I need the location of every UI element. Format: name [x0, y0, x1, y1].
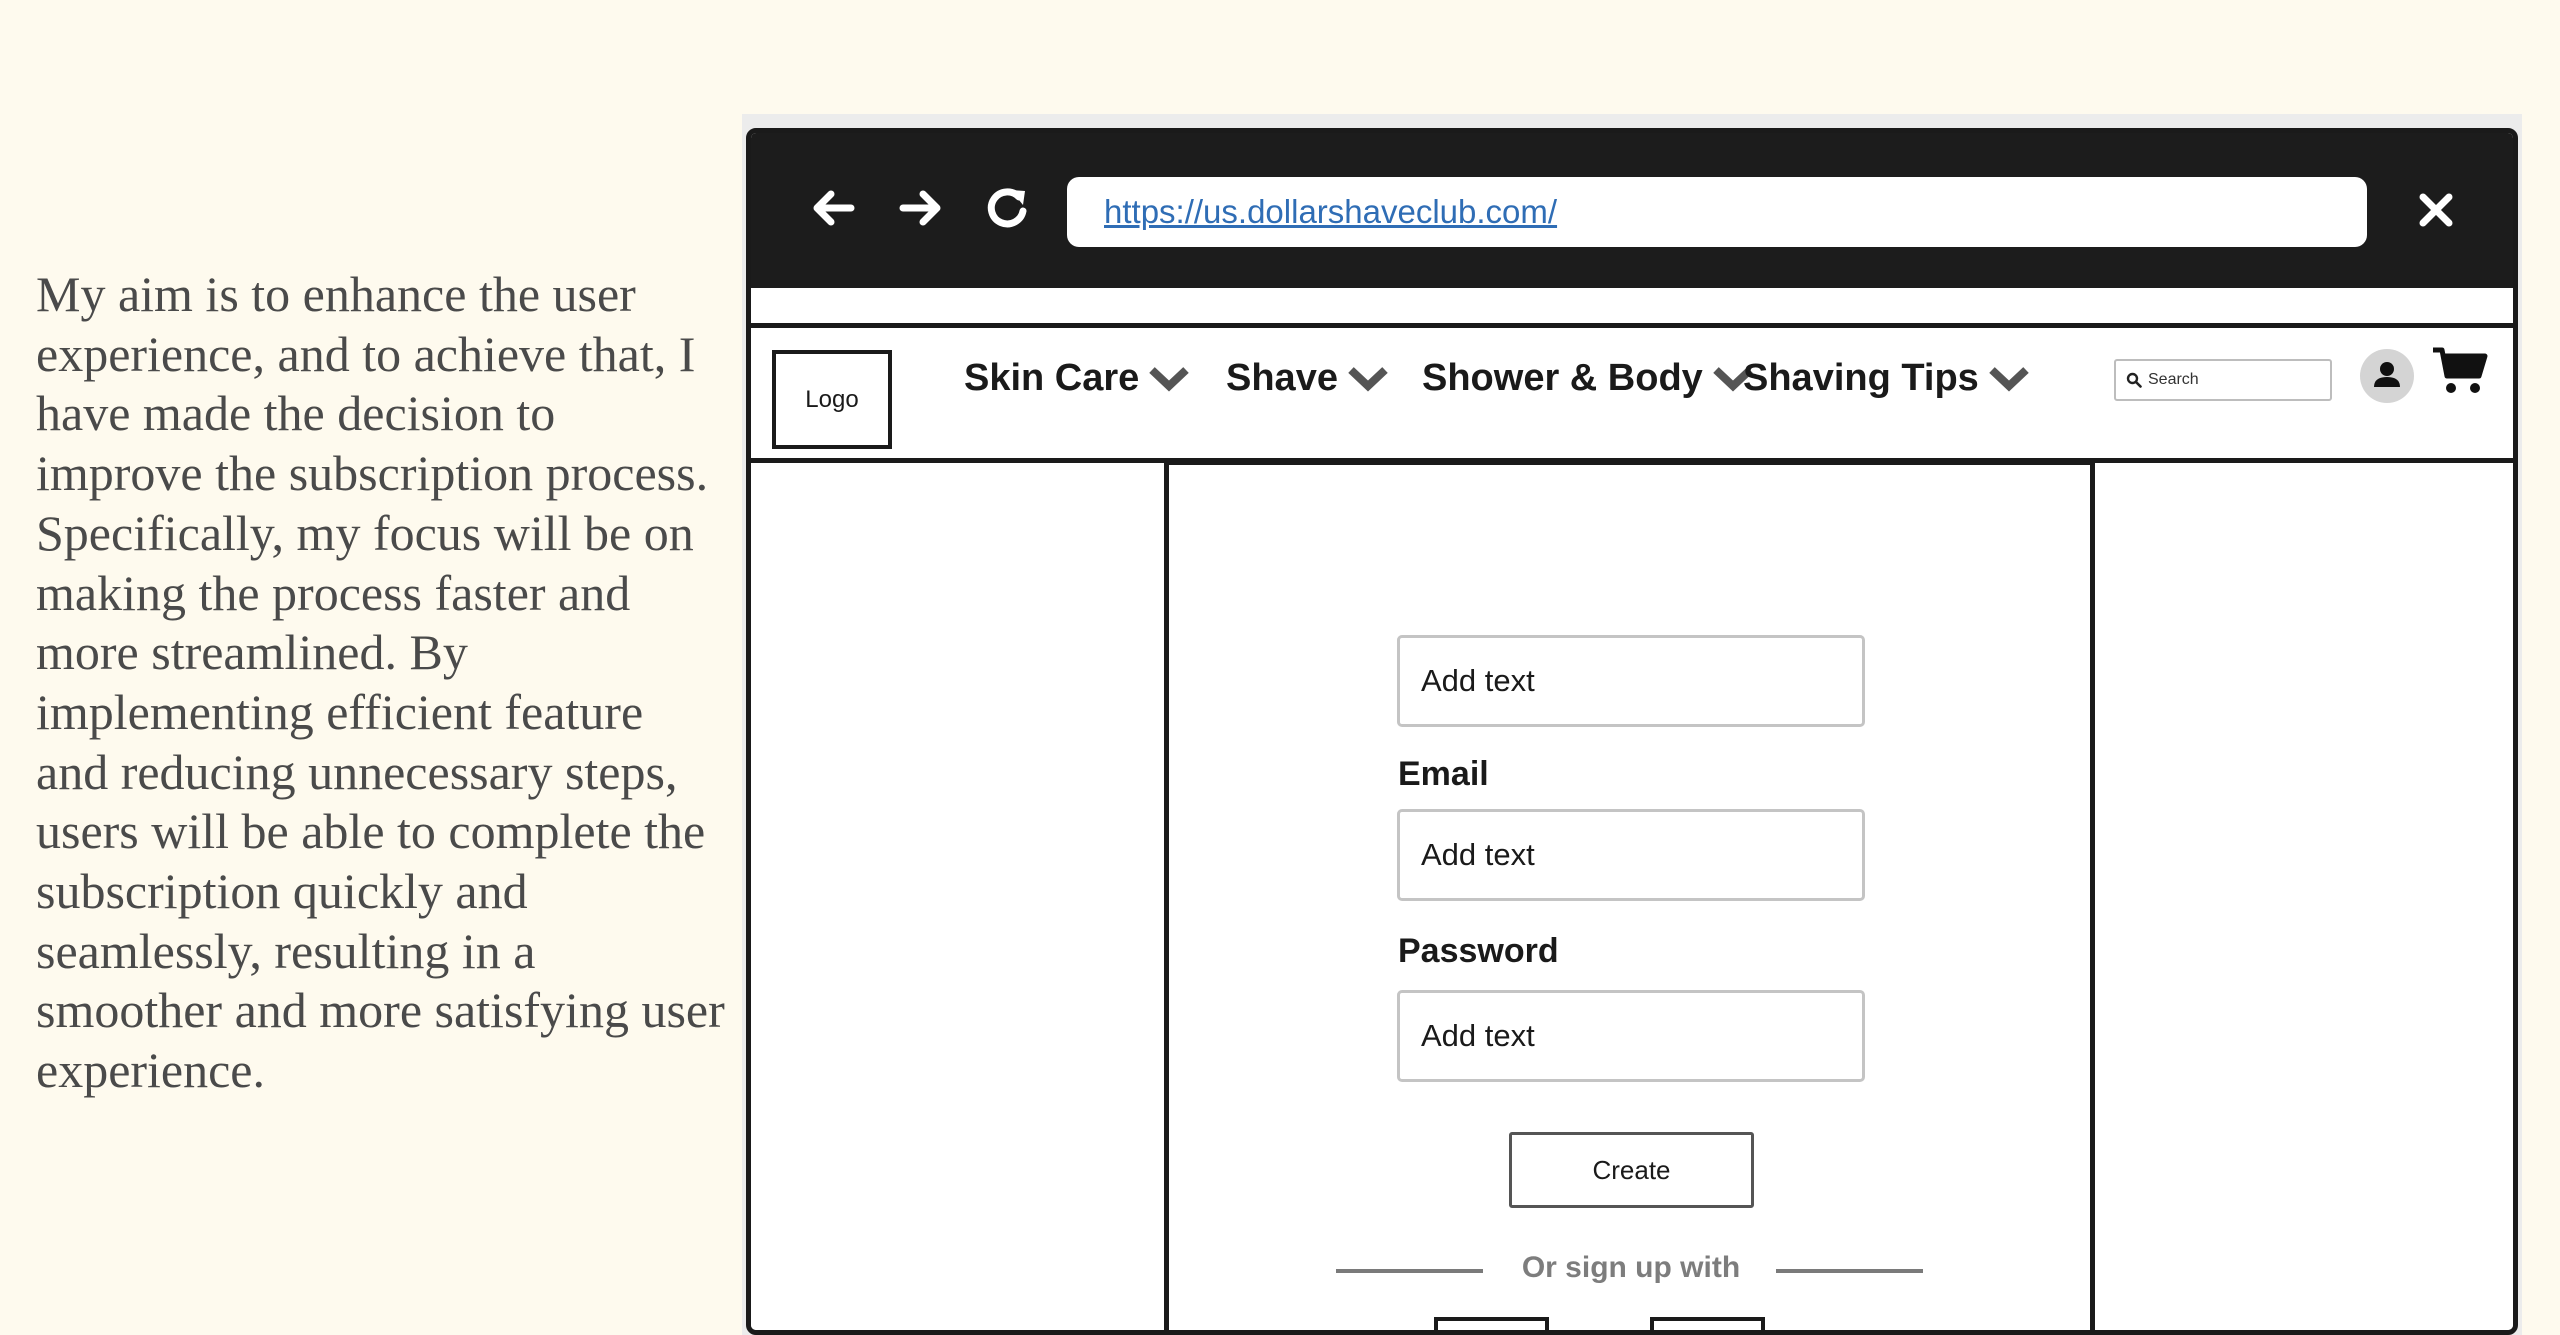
menu-label: Shower & Body	[1422, 356, 1703, 399]
email-label: Email	[1398, 755, 1489, 793]
chevron-down-icon	[1147, 363, 1191, 393]
text-field[interactable]: Add text	[1397, 635, 1865, 727]
search-icon	[2126, 372, 2142, 388]
forward-button[interactable]	[893, 180, 949, 236]
tab-strip	[751, 288, 2513, 328]
menu-skin-care[interactable]	[964, 353, 1191, 403]
url-link[interactable]: https://us.dollarshaveclub.com/	[1104, 193, 1558, 230]
site-header	[751, 328, 2513, 463]
menu-label: Shave	[1226, 356, 1338, 399]
account-icon[interactable]	[2359, 348, 2415, 404]
back-arrow-icon	[805, 180, 861, 236]
back-button[interactable]	[805, 180, 861, 236]
password-label: Password	[1398, 932, 1559, 970]
browser-window	[746, 128, 2518, 1335]
forward-arrow-icon	[893, 180, 949, 236]
menu-shave[interactable]	[1226, 353, 1390, 403]
menu-label: Skin Care	[964, 356, 1140, 399]
reload-icon	[979, 180, 1035, 236]
menu-label: Shaving Tips	[1743, 356, 1979, 399]
chevron-down-icon	[1346, 363, 1390, 393]
close-icon	[2411, 185, 2461, 235]
google-signup-button[interactable]	[1650, 1317, 1765, 1335]
create-button[interactable]: Create	[1509, 1132, 1754, 1208]
browser-titlebar	[751, 133, 2513, 288]
apple-signup-button[interactable]	[1434, 1317, 1549, 1335]
menu-shaving-tips[interactable]	[1743, 353, 2031, 403]
close-button[interactable]	[2411, 185, 2461, 235]
signup-alt-text: Or sign up with	[1521, 1251, 1741, 1284]
email-field[interactable]: Add text	[1397, 809, 1865, 901]
address-bar[interactable]	[1067, 177, 2367, 247]
reload-button[interactable]	[979, 180, 1035, 236]
chevron-down-icon	[1987, 363, 2031, 393]
site-logo[interactable]: Logo	[772, 350, 892, 449]
search-placeholder: Search	[2148, 371, 2199, 388]
password-field[interactable]: Add text	[1397, 990, 1865, 1082]
search-input[interactable]	[2114, 359, 2332, 401]
page-content	[751, 463, 2513, 1335]
description-text: My aim is to enhance the user experience, and to achieve that, I have made the decision to improve the subscription process. Specifically, my focus will be on making the process faster and more streamlined. By implementing efficient feature and reducing unnecessary steps, users will be able to complete the subscription quickly and seamlessly, resulting in a smoother and more satisfying user experience.	[36, 266, 725, 1099]
menu-shower-body[interactable]	[1422, 353, 1755, 403]
divider-right	[1776, 1269, 1923, 1273]
cart-icon[interactable]	[2431, 344, 2489, 396]
